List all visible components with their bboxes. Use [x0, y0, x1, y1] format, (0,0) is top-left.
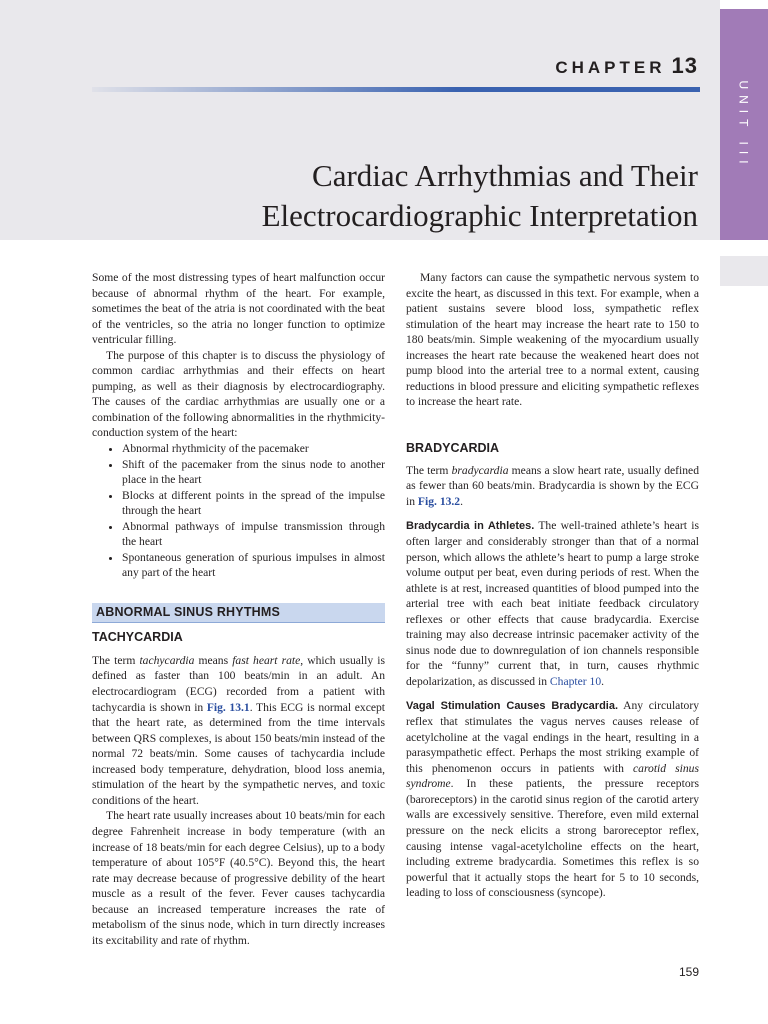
athletes-paragraph: Bradycardia in Athletes. The well-trained athlete’s heart is often larger and considerably stronger than that of a normal person, which allows the athlete’s heart to pump a large stroke volume output per beat, even during periods of rest. When the athlete is at rest, increased quantities of blood pumped into the arterial tree with each beat initiate feedback circulatory reflexes or other effects that cause bradycardia. Exercise training may also decrease intrinsic pacemaker activity of the sinus node due to downregulation of ion channels responsible for the “funny” current that, in turn, causes rhythmic depolarization, as discussed in Chapter 10.	[406, 518, 699, 689]
subheading-tachycardia: TACHYCARDIA	[92, 629, 183, 644]
runin-heading-athletes: Bradycardia in Athletes.	[406, 519, 535, 532]
tachycardia-paragraph: The term tachycardia means fast heart rate, which usually is defined as faster than 100 beats/min in an adult. An electrocardiogram (ECG) recorded from a patient with tachycardia is shown in Fig. 13.1. This ECG is normal except that the heart rate, as determined from the time intervals between QRS complexes, is about 150 beats/min instead of the normal 72 beats/min. Some causes of tachycardia include increased body temperature, dehydration, blood loss anemia, stimulation of the heart by the sympathetic nerves, and toxic conditions of the heart.	[92, 653, 386, 807]
list-item: • Shift of the pacemaker from the sinus node to another place in the heart	[122, 457, 385, 488]
figure-link-13-2[interactable]: Fig. 13.2	[417, 495, 461, 509]
chapter-rule	[92, 87, 700, 92]
side-tab-marker	[720, 256, 768, 286]
chapter-10-link[interactable]: Chapter 10	[549, 675, 602, 689]
sympathetic-paragraph: Many factors can cause the sympathetic nervous system to excite the heart, as discussed in this text. For example, when a patient sustains severe blood loss, sympathetic reflex stimulation of the heart may increase the heart rate to 150 to 180 beats/min. Simple weakening of the myocardium usually increases the heart rate because the weakened heart does not pump blood into the arterial tree to a normal extent, causing reductions in blood pressure and eliciting sympathetic reflexes to increase the heart rate.	[406, 271, 699, 409]
chapter-word: CHAPTER	[555, 58, 666, 77]
chapter-label	[555, 53, 698, 79]
unit-tab-label: UNIT III	[737, 79, 751, 170]
list-item: • Spontaneous generation of spurious impulses in almost any part of the heart	[122, 550, 385, 581]
list-item: • Blocks at different points in the spread of the impulse through the heart	[122, 488, 385, 519]
list-item: • Abnormal pathways of impulse transmission through the heart	[122, 519, 385, 550]
list-item: • Abnormal rhythmicity of the pacemaker	[122, 441, 385, 457]
chapter-title-line-2: Electrocardiographic Interpretation	[261, 198, 698, 233]
left-column	[92, 270, 385, 948]
right-column	[406, 270, 699, 901]
purpose-paragraph: The purpose of this chapter is to discuss the physiology of common cardiac arrhythmias and their effects on heart pumping, as well as their diagnosis by electrocardiography. The causes of the cardiac arrhythmias are usually one or a combination of the following abnormalities in the rhythmicity-conduction system of the heart:	[92, 348, 385, 440]
figure-link-13-1[interactable]: Fig. 13.1	[206, 700, 250, 714]
chapter-number: 13	[671, 53, 698, 78]
unit-tab-label-wrap	[720, 9, 768, 240]
page-number: 159	[679, 965, 700, 979]
temperature-paragraph: The heart rate usually increases about 10 beats/min for each degree Fahrenheit increase in body temperature (with an increase of 18 beats/min for each degree Celsius), up to a body temperature of about 105°F (40.5°C). Beyond this, the heart rate may decrease because of progressive debility of the heart muscle as a result of the fever. Fever causes tachycardia because an increased temperature increases the rate of metabolism of the sinus node, which in turn directly increases its excitability and rate of rhythm.	[92, 809, 385, 947]
subheading-bradycardia: BRADYCARDIA	[406, 440, 500, 455]
bradycardia-paragraph: The term bradycardia means a slow heart rate, usually defined as fewer than 60 beats/min. Bradycardia is shown by the ECG in Fig. 13.2.	[406, 463, 700, 509]
vagal-paragraph: Vagal Stimulation Causes Bradycardia. Any circulatory reflex that stimulates the vagus nerves causes release of acetylcholine at the vagal endings in the heart, resulting in a parasympathetic effect. Perhaps the most striking example of this phenomenon occurs in patients with carotid sinus syndrome. In these patients, the pressure receptors (baroreceptors) in the carotid sinus region of the carotid artery walls are excessively sensitive. Therefore, even mild external pressure on the neck elicits a strong baroreceptor reflex, causing intense vagal-acetylcholine effects on the heart, including extreme bradycardia. Sometimes this reflex is so powerful that it actually stops the heart for 5 to 10 seconds, leading to loss of consciousness (syncope).	[406, 698, 699, 900]
runin-heading-vagal: Vagal Stimulation Causes Bradycardia.	[406, 699, 619, 712]
chapter-title-line-1: Cardiac Arrhythmias and Their	[312, 158, 698, 193]
abnormalities-list	[92, 441, 385, 581]
chapter-title	[98, 156, 698, 236]
section-heading-abnormal-sinus-rhythms: ABNORMAL SINUS RHYTHMS	[92, 603, 385, 623]
intro-paragraph: Some of the most distressing types of heart malfunction occur because of abnormal rhythm of the heart. For example, sometimes the beat of the atria is not coordinated with the beat of the ventricles, so the atria no longer function to optimize ventricular filling.	[92, 271, 385, 347]
